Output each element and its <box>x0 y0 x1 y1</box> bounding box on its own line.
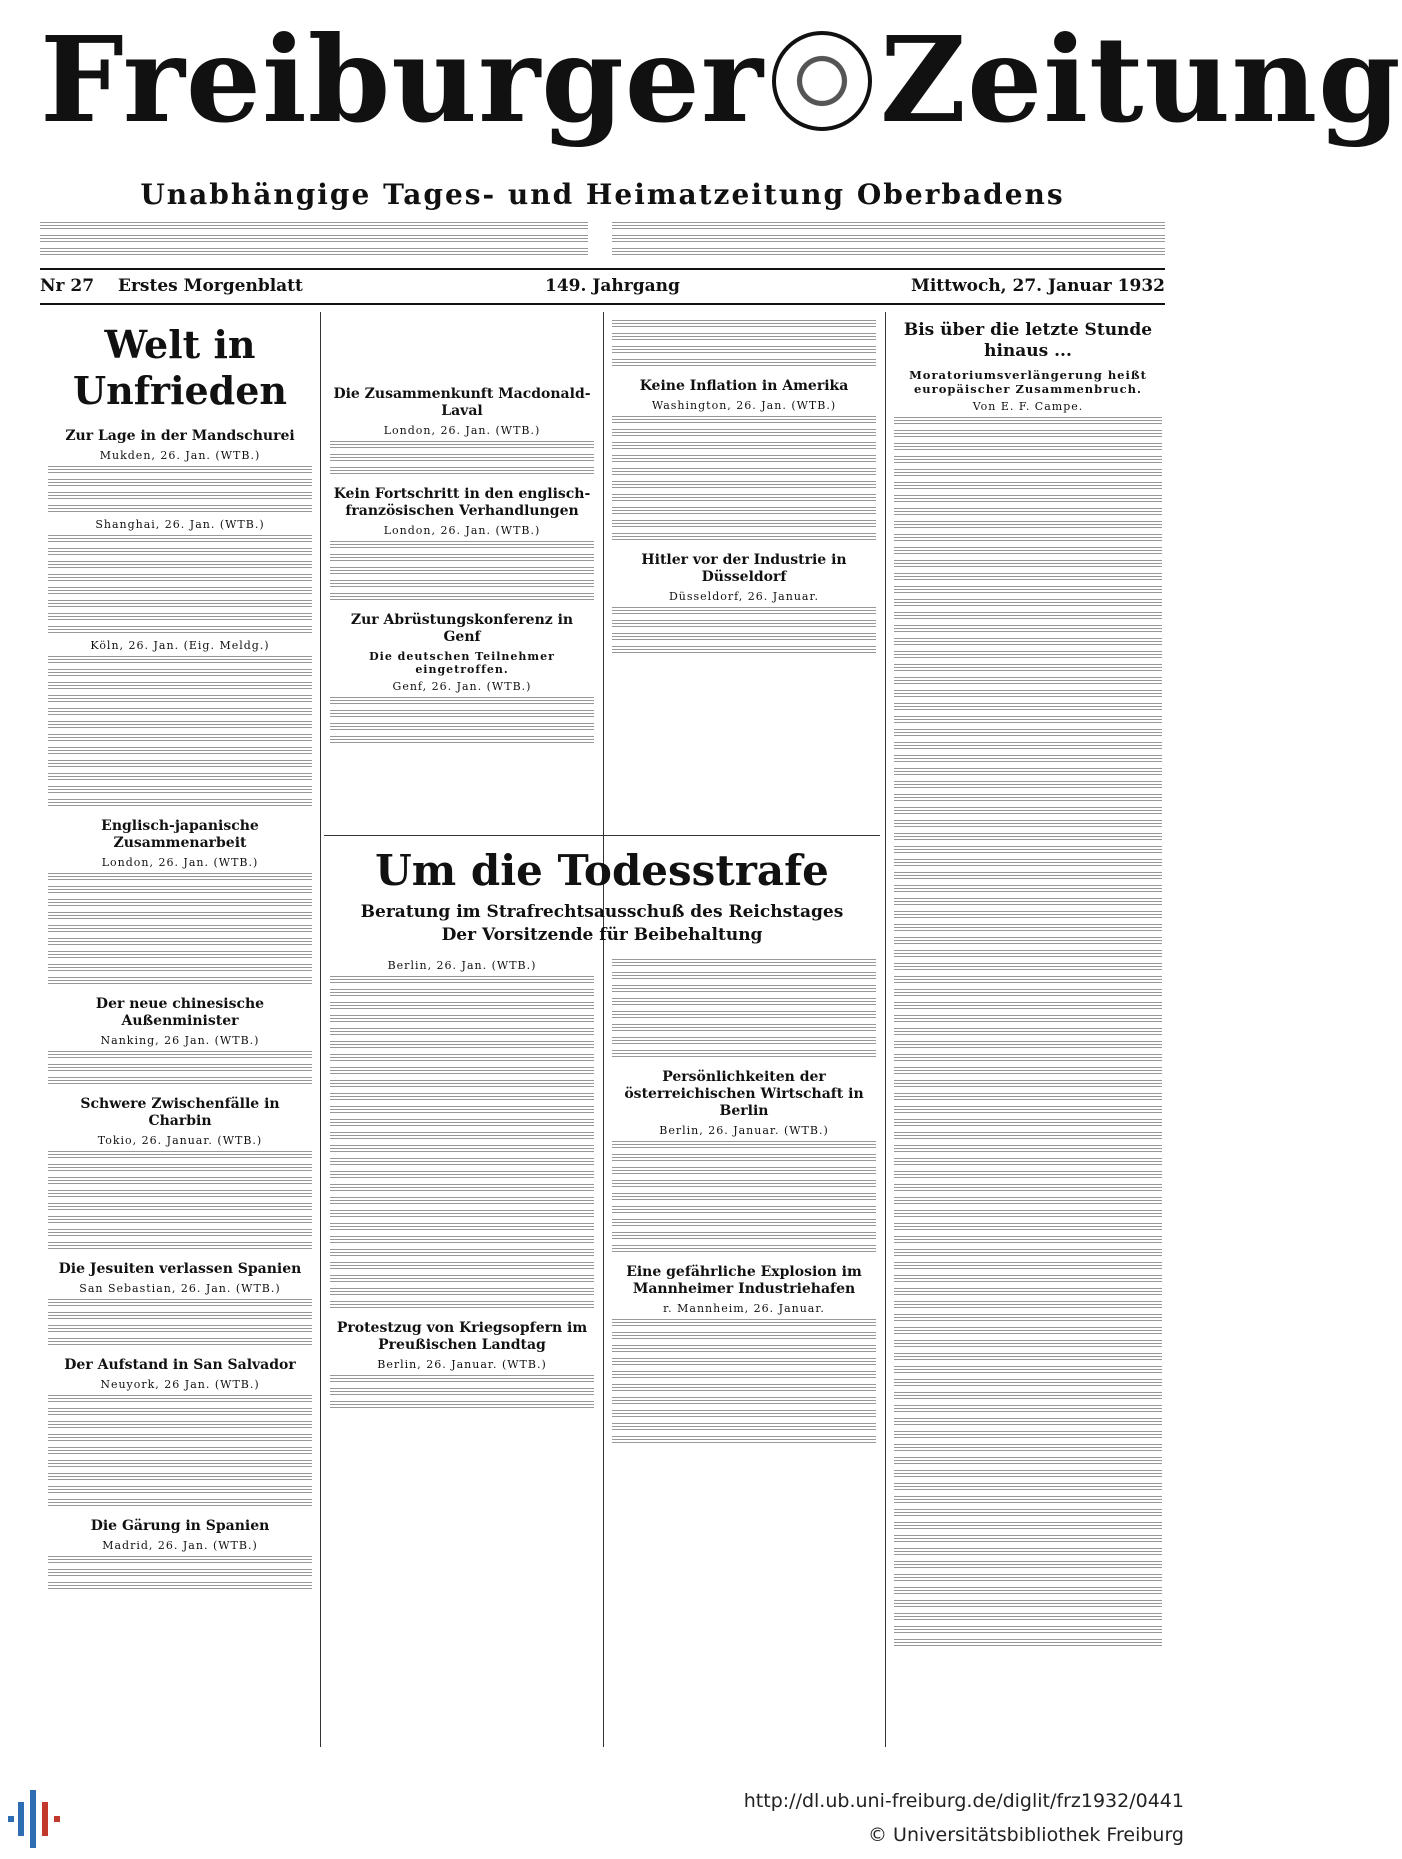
article-heading: Schwere Zwischenfälle in Charbin <box>80 1096 280 1129</box>
column-4 <box>894 316 1162 1652</box>
dateline-byline: Berlin, 26. Januar. (WTB.) <box>377 1358 547 1371</box>
masthead <box>40 10 1402 150</box>
column-divider <box>320 312 321 1747</box>
article-text <box>48 535 312 635</box>
dateline-byline: Berlin, 26. Januar. (WTB.) <box>659 1124 829 1137</box>
column-divider <box>885 312 886 1747</box>
dateline-byline: Düsseldorf, 26. Januar. <box>668 590 820 603</box>
article-heading: Die Jesuiten verlassen Spanien <box>58 1261 302 1277</box>
dateline-byline: San Sebastian, 26. Jan. (WTB.) <box>79 1282 281 1295</box>
dateline-byline: London, 26. Jan. (WTB.) <box>383 524 541 537</box>
dateline-byline: Berlin, 26. Jan. (WTB.) <box>387 959 537 972</box>
article-text <box>48 873 312 986</box>
article-text <box>330 697 594 745</box>
column-2-top <box>330 316 594 806</box>
title-left: Freiburger <box>40 10 764 149</box>
article-heading: Der neue chinesische Außenminister <box>95 996 265 1029</box>
article-heading: Kein Fortschritt in den englisch-französischen Verhandlungen <box>333 486 591 519</box>
article-text <box>612 1319 876 1445</box>
issue-date: Mittwoch, 27. Januar 1932 <box>911 276 1165 296</box>
dateline-byline: Neuyork, 26 Jan. (WTB.) <box>100 1378 260 1391</box>
section-divider <box>324 835 880 836</box>
headline-welt-in-unfrieden: Welt in Unfrieden <box>72 322 288 413</box>
article-text <box>612 607 876 655</box>
footer <box>0 1780 1200 1859</box>
commentary-subheading: Moratoriumsverlängerung heißt europäischer Zusammenbruch. <box>909 368 1147 396</box>
article-text <box>48 1051 312 1086</box>
dateline-byline: Köln, 26. Jan. (Eig. Meldg.) <box>90 639 270 652</box>
article-text <box>612 959 876 1059</box>
article-heading: Keine Inflation in Amerika <box>639 378 849 394</box>
article-text <box>48 466 312 514</box>
headline-subline-1: Beratung im Strafrechtsausschuß des Reichstages <box>360 902 844 922</box>
article-heading: Der Aufstand in San Salvador <box>64 1357 296 1373</box>
dateline-byline: Shanghai, 26. Jan. (WTB.) <box>95 518 265 531</box>
article-heading: Zur Lage in der Mandschurei <box>65 428 295 444</box>
title-right: Zeitung <box>880 10 1402 149</box>
article-heading: Die Gärung in Spanien <box>90 1518 270 1534</box>
dateline-byline: r. Mannheim, 26. Januar. <box>663 1302 825 1315</box>
masthead-rule-bottom <box>40 303 1165 305</box>
article-text <box>612 320 876 368</box>
article-text <box>330 976 594 1310</box>
dateline-byline: Nanking, 26 Jan. (WTB.) <box>100 1034 260 1047</box>
dateline <box>40 276 1165 300</box>
article-text <box>612 1141 876 1254</box>
article-heading: Zur Abrüstungskonferenz in Genf <box>350 612 574 645</box>
article-heading: Eine gefährliche Explosion im Mannheimer Industriehafen <box>626 1264 862 1297</box>
column-3-bottom <box>612 955 876 1735</box>
publisher-info-bar <box>40 218 1165 262</box>
publisher-info-left <box>40 218 588 261</box>
dateline-byline: London, 26. Jan. (WTB.) <box>383 424 541 437</box>
dateline-byline: Tokio, 26. Januar. (WTB.) <box>97 1134 263 1147</box>
copyright-notice: © Universitätsbibliothek Freiburg <box>868 1824 1184 1846</box>
commentary-author: Von E. F. Campe. <box>972 400 1084 413</box>
masthead-rule-top <box>40 268 1165 270</box>
city-crest-emblem <box>772 31 872 131</box>
volume-label: 149. Jahrgang <box>545 276 680 296</box>
article-text <box>612 416 876 542</box>
university-library-logo-icon <box>8 1790 60 1848</box>
article-heading: Hitler vor der Industrie in Düsseldorf <box>641 552 847 585</box>
dateline-byline: Washington, 26. Jan. (WTB.) <box>651 399 837 412</box>
article-text <box>48 1151 312 1251</box>
masthead-subtitle: Unabhängige Tages- und Heimatzeitung Oberbadens <box>140 178 1065 211</box>
column-2-bottom <box>330 955 594 1735</box>
article-text <box>894 417 1162 1648</box>
dateline-byline: Madrid, 26. Jan. (WTB.) <box>102 1539 258 1552</box>
article-text <box>48 1299 312 1347</box>
column-divider <box>603 312 604 1747</box>
commentary-headline: Bis über die letzte Stunde hinaus ... <box>903 320 1153 361</box>
edition-label: Erstes Morgenblatt <box>118 276 303 296</box>
article-heading: Die Zusammenkunft Macdonald-Laval <box>333 386 591 419</box>
article-text <box>48 1556 312 1591</box>
issue-number: Nr 27 <box>40 276 95 296</box>
article-text <box>48 1395 312 1508</box>
dateline-byline: Genf, 26. Jan. (WTB.) <box>392 680 532 693</box>
dateline-byline: London, 26. Jan. (WTB.) <box>101 856 259 869</box>
column-1 <box>48 316 312 1595</box>
headline-um-die-todesstrafe: Um die Todesstrafe <box>375 846 829 895</box>
headline-subline-2: Der Vorsitzende für Beibehaltung <box>441 925 763 945</box>
article-heading: Englisch-japanische Zusammenarbeit <box>101 818 259 851</box>
source-url-link[interactable]: http://dl.ub.uni-freiburg.de/diglit/frz1932/0441 <box>743 1790 1184 1812</box>
article-text <box>48 656 312 808</box>
publisher-info-right <box>612 218 1165 261</box>
article-heading: Protestzug von Kriegsopfern im Preußischen Landtag <box>336 1320 588 1353</box>
article-text <box>330 1375 594 1410</box>
newspaper-title <box>40 10 1402 150</box>
article-subheading: Die deutschen Teilnehmer eingetroffen. <box>369 650 555 676</box>
article-heading: Persönlichkeiten der österreichischen Wirtschaft in Berlin <box>624 1069 864 1119</box>
article-text <box>330 541 594 602</box>
article-text <box>330 441 594 476</box>
dateline-byline: Mukden, 26. Jan. (WTB.) <box>99 449 261 462</box>
